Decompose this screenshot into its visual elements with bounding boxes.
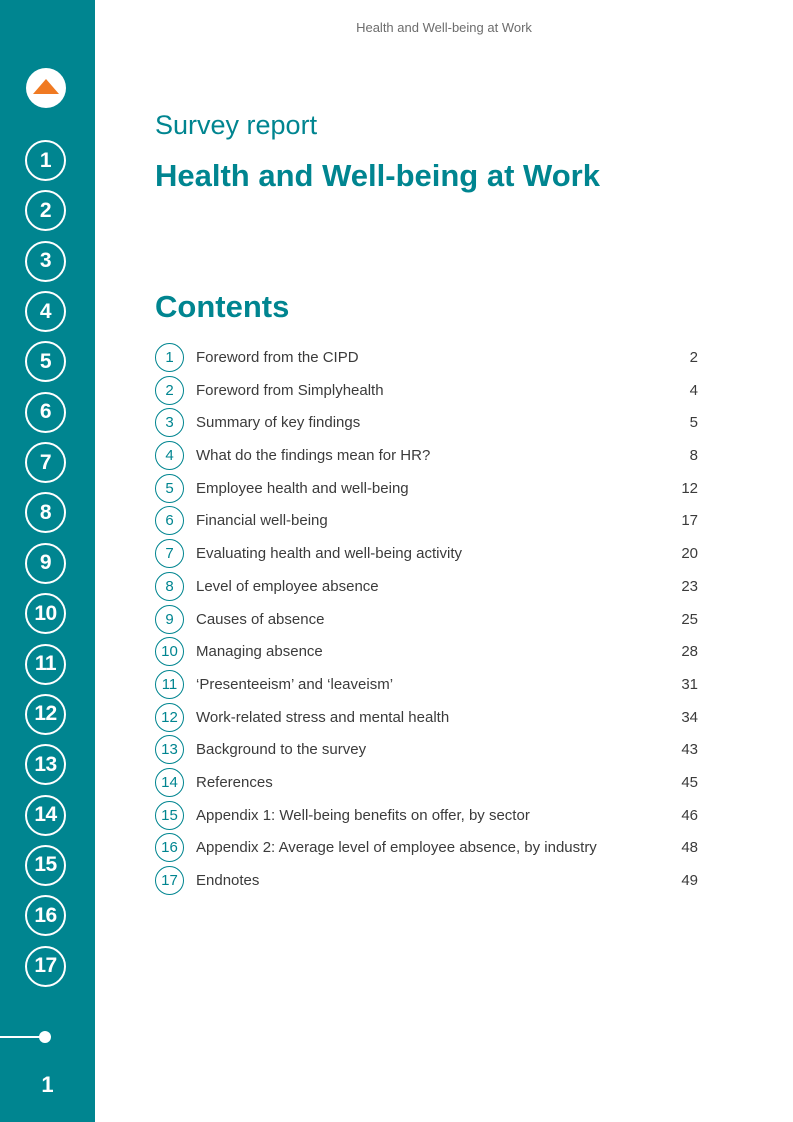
toc-entry-page: 4 (689, 381, 698, 399)
toc-entry-page: 45 (681, 773, 698, 791)
toc-entry-number: 9 (155, 605, 184, 634)
toc-entry-title: Managing absence (196, 643, 323, 661)
toc-entry-title: ‘Presenteeism’ and ‘leaveism’ (196, 675, 394, 693)
toc-entry-number: 13 (155, 735, 184, 764)
toc-entry-title: Work-related stress and mental health (196, 708, 450, 726)
toc-entry-title: Evaluating health and well-being activity (196, 545, 462, 563)
toc-entry-number: 4 (155, 441, 184, 470)
home-button[interactable] (26, 68, 66, 108)
toc-entry-number: 6 (155, 506, 184, 535)
toc-entry-page: 28 (681, 643, 698, 661)
sidebar-section-11[interactable]: 11 (25, 644, 66, 685)
sidebar-section-15[interactable]: 15 (25, 845, 66, 886)
sidebar-section-12[interactable]: 12 (25, 694, 66, 735)
toc-entry-title: Causes of absence (196, 610, 325, 628)
toc-entry[interactable] (155, 703, 700, 736)
toc-entry-title: Foreword from the CIPD (196, 349, 359, 366)
sidebar-section-3[interactable]: 3 (25, 241, 66, 282)
sidebar-section-5[interactable]: 5 (25, 341, 66, 382)
sidebar-section-2[interactable]: 2 (25, 190, 66, 231)
table-of-contents (155, 343, 700, 899)
toc-entry-page: 23 (681, 577, 698, 595)
toc-entry-title: Summary of key findings (196, 414, 361, 432)
toc-entry-page: 5 (689, 414, 698, 432)
toc-entry-page: 43 (681, 741, 698, 759)
toc-entry-number: 11 (155, 670, 184, 699)
toc-entry[interactable] (155, 572, 700, 605)
toc-entry-page: 8 (689, 447, 698, 465)
toc-entry[interactable] (155, 866, 700, 899)
toc-entry-page: 34 (681, 708, 698, 726)
toc-entry[interactable] (155, 801, 700, 834)
toc-entry-page: 25 (681, 610, 698, 628)
progress-dot (39, 1031, 51, 1043)
toc-entry[interactable] (155, 539, 700, 572)
sidebar-nav (0, 0, 95, 1122)
toc-entry-page: 48 (681, 839, 698, 857)
toc-entry-number: 7 (155, 539, 184, 568)
toc-entry-page: 2 (689, 349, 698, 366)
toc-entry-title: Appendix 2: Average level of employee absence, by industry (196, 839, 597, 857)
toc-entry-number: 5 (155, 474, 184, 503)
toc-entry-number: 1 (155, 343, 184, 372)
home-triangle-icon (33, 79, 59, 94)
toc-entry-page: 31 (681, 675, 698, 693)
toc-entry-page: 20 (681, 545, 698, 563)
contents-heading: Contents (155, 289, 290, 324)
page-number: 1 (41, 1072, 54, 1097)
toc-entry-number: 8 (155, 572, 184, 601)
toc-entry[interactable] (155, 441, 700, 474)
toc-entry-number: 2 (155, 376, 184, 405)
toc-entry-title: What do the findings mean for HR? (196, 447, 431, 465)
toc-entry-page: 46 (681, 806, 698, 824)
toc-entry-title: Financial well-being (196, 512, 328, 530)
toc-entry[interactable] (155, 408, 700, 441)
toc-entry[interactable] (155, 637, 700, 670)
toc-entry-title: Appendix 1: Well-being benefits on offer, by sector (196, 806, 530, 824)
toc-entry-title: Background to the survey (196, 741, 367, 759)
toc-entry-title: Level of employee absence (196, 577, 379, 595)
toc-entry[interactable] (155, 474, 700, 507)
toc-entry-title: References (196, 773, 273, 791)
toc-entry-number: 14 (155, 768, 184, 797)
running-header: Health and Well-being at Work (356, 20, 532, 35)
toc-entry-title: Endnotes (196, 872, 260, 889)
sidebar-section-8[interactable]: 8 (25, 492, 66, 533)
toc-entry-page: 49 (681, 872, 698, 889)
toc-entry[interactable] (155, 605, 700, 638)
toc-entry-number: 12 (155, 703, 184, 732)
sidebar-section-17[interactable]: 17 (25, 946, 66, 987)
toc-entry-number: 3 (155, 408, 184, 437)
toc-entry[interactable] (155, 833, 700, 866)
toc-entry[interactable] (155, 506, 700, 539)
sidebar-section-1[interactable]: 1 (25, 140, 66, 181)
sidebar-section-16[interactable]: 16 (25, 895, 66, 936)
sidebar-section-10[interactable]: 10 (25, 593, 66, 634)
toc-entry[interactable] (155, 343, 700, 376)
toc-entry-number: 17 (155, 866, 184, 895)
toc-entry-number: 10 (155, 637, 184, 666)
sidebar-section-7[interactable]: 7 (25, 442, 66, 483)
toc-entry[interactable] (155, 376, 700, 409)
toc-entry-page: 12 (681, 479, 698, 497)
sidebar-section-6[interactable]: 6 (25, 392, 66, 433)
toc-entry-page: 17 (681, 512, 698, 530)
sidebar-section-9[interactable]: 9 (25, 543, 66, 584)
toc-entry[interactable] (155, 670, 700, 703)
toc-entry-title: Foreword from Simplyhealth (196, 381, 384, 399)
progress-line (0, 1036, 42, 1038)
sidebar-section-4[interactable]: 4 (25, 291, 66, 332)
toc-entry[interactable] (155, 735, 700, 768)
toc-entry-title: Employee health and well-being (196, 479, 409, 497)
toc-entry-number: 16 (155, 833, 184, 862)
toc-entry[interactable] (155, 768, 700, 801)
toc-entry-number: 15 (155, 801, 184, 830)
sidebar-section-13[interactable]: 13 (25, 744, 66, 785)
report-title: Health and Well-being at Work (155, 158, 600, 193)
sidebar-section-14[interactable]: 14 (25, 795, 66, 836)
report-type: Survey report (155, 110, 318, 140)
